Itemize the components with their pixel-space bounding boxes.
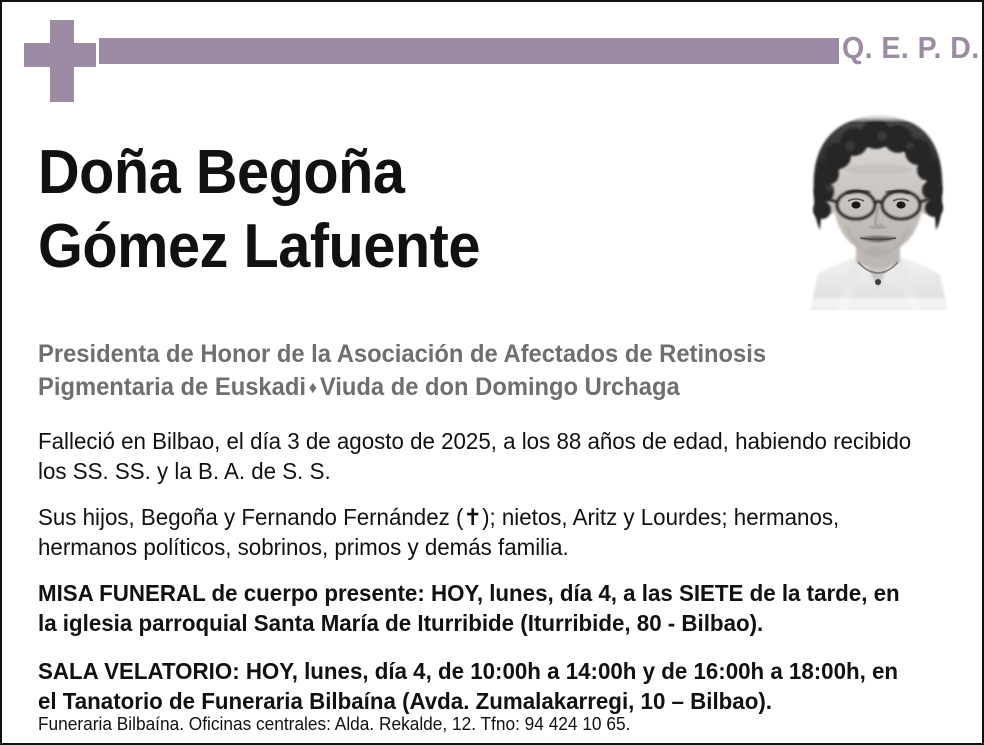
paragraph-wake-room: SALA VELATORIO: HOY, lunes, día 4, de 10:00h a 14:00h y de 16:00h a 18:00h, en el Tanatorio de Funeraria Bilbaína (Avda. Zumalakarregi, 10 – Bilbao). [38, 658, 899, 714]
name-line-2: Gómez Lafuente [38, 212, 481, 281]
notice-body [38, 426, 950, 734]
subtitle-part-1: Presidenta de Honor de la Asociación de Afectados de Retinosis Pigmentaria de Euskadi [38, 340, 767, 401]
cross-horizontal-bar [24, 43, 96, 67]
notice-header [2, 2, 984, 102]
deceased-portrait [792, 102, 964, 310]
header-rule [99, 38, 839, 64]
deceased-subtitle [38, 338, 903, 404]
portrait-image [792, 102, 964, 310]
paragraph-death-info: Falleció en Bilbao, el día 3 de agosto de 2025, a los 88 años de edad, habiendo recibido los SS. SS. y la B. A. de S. S. [38, 428, 912, 484]
qepd-label: Q. E. P. D. [842, 30, 980, 65]
subtitle-part-2: Viuda de don Domingo Urchaga [319, 373, 680, 401]
paragraph-funeral-mass: MISA FUNERAL de cuerpo presente: HOY, lunes, día 4, a las SIETE de la tarde, en la iglesia parroquial Santa María de Iturribide (Iturribide, 80 - Bilbao). [38, 580, 900, 636]
name-line-1: Doña Begoña [38, 138, 405, 207]
subtitle-separator-icon: ♦ [308, 378, 318, 397]
latin-cross-icon [24, 20, 96, 102]
paragraph-family: Sus hijos, Begoña y Fernando Fernández (✝); nietos, Aritz y Lourdes; hermanos, hermanos políticos, sobrinos, primos y demás familia. [38, 504, 840, 560]
deceased-name [38, 136, 758, 284]
funeral-home-footer: Funeraria Bilbaína. Oficinas centrales: Alda. Rekalde, 12. Tfno: 94 424 10 65. [38, 714, 631, 734]
